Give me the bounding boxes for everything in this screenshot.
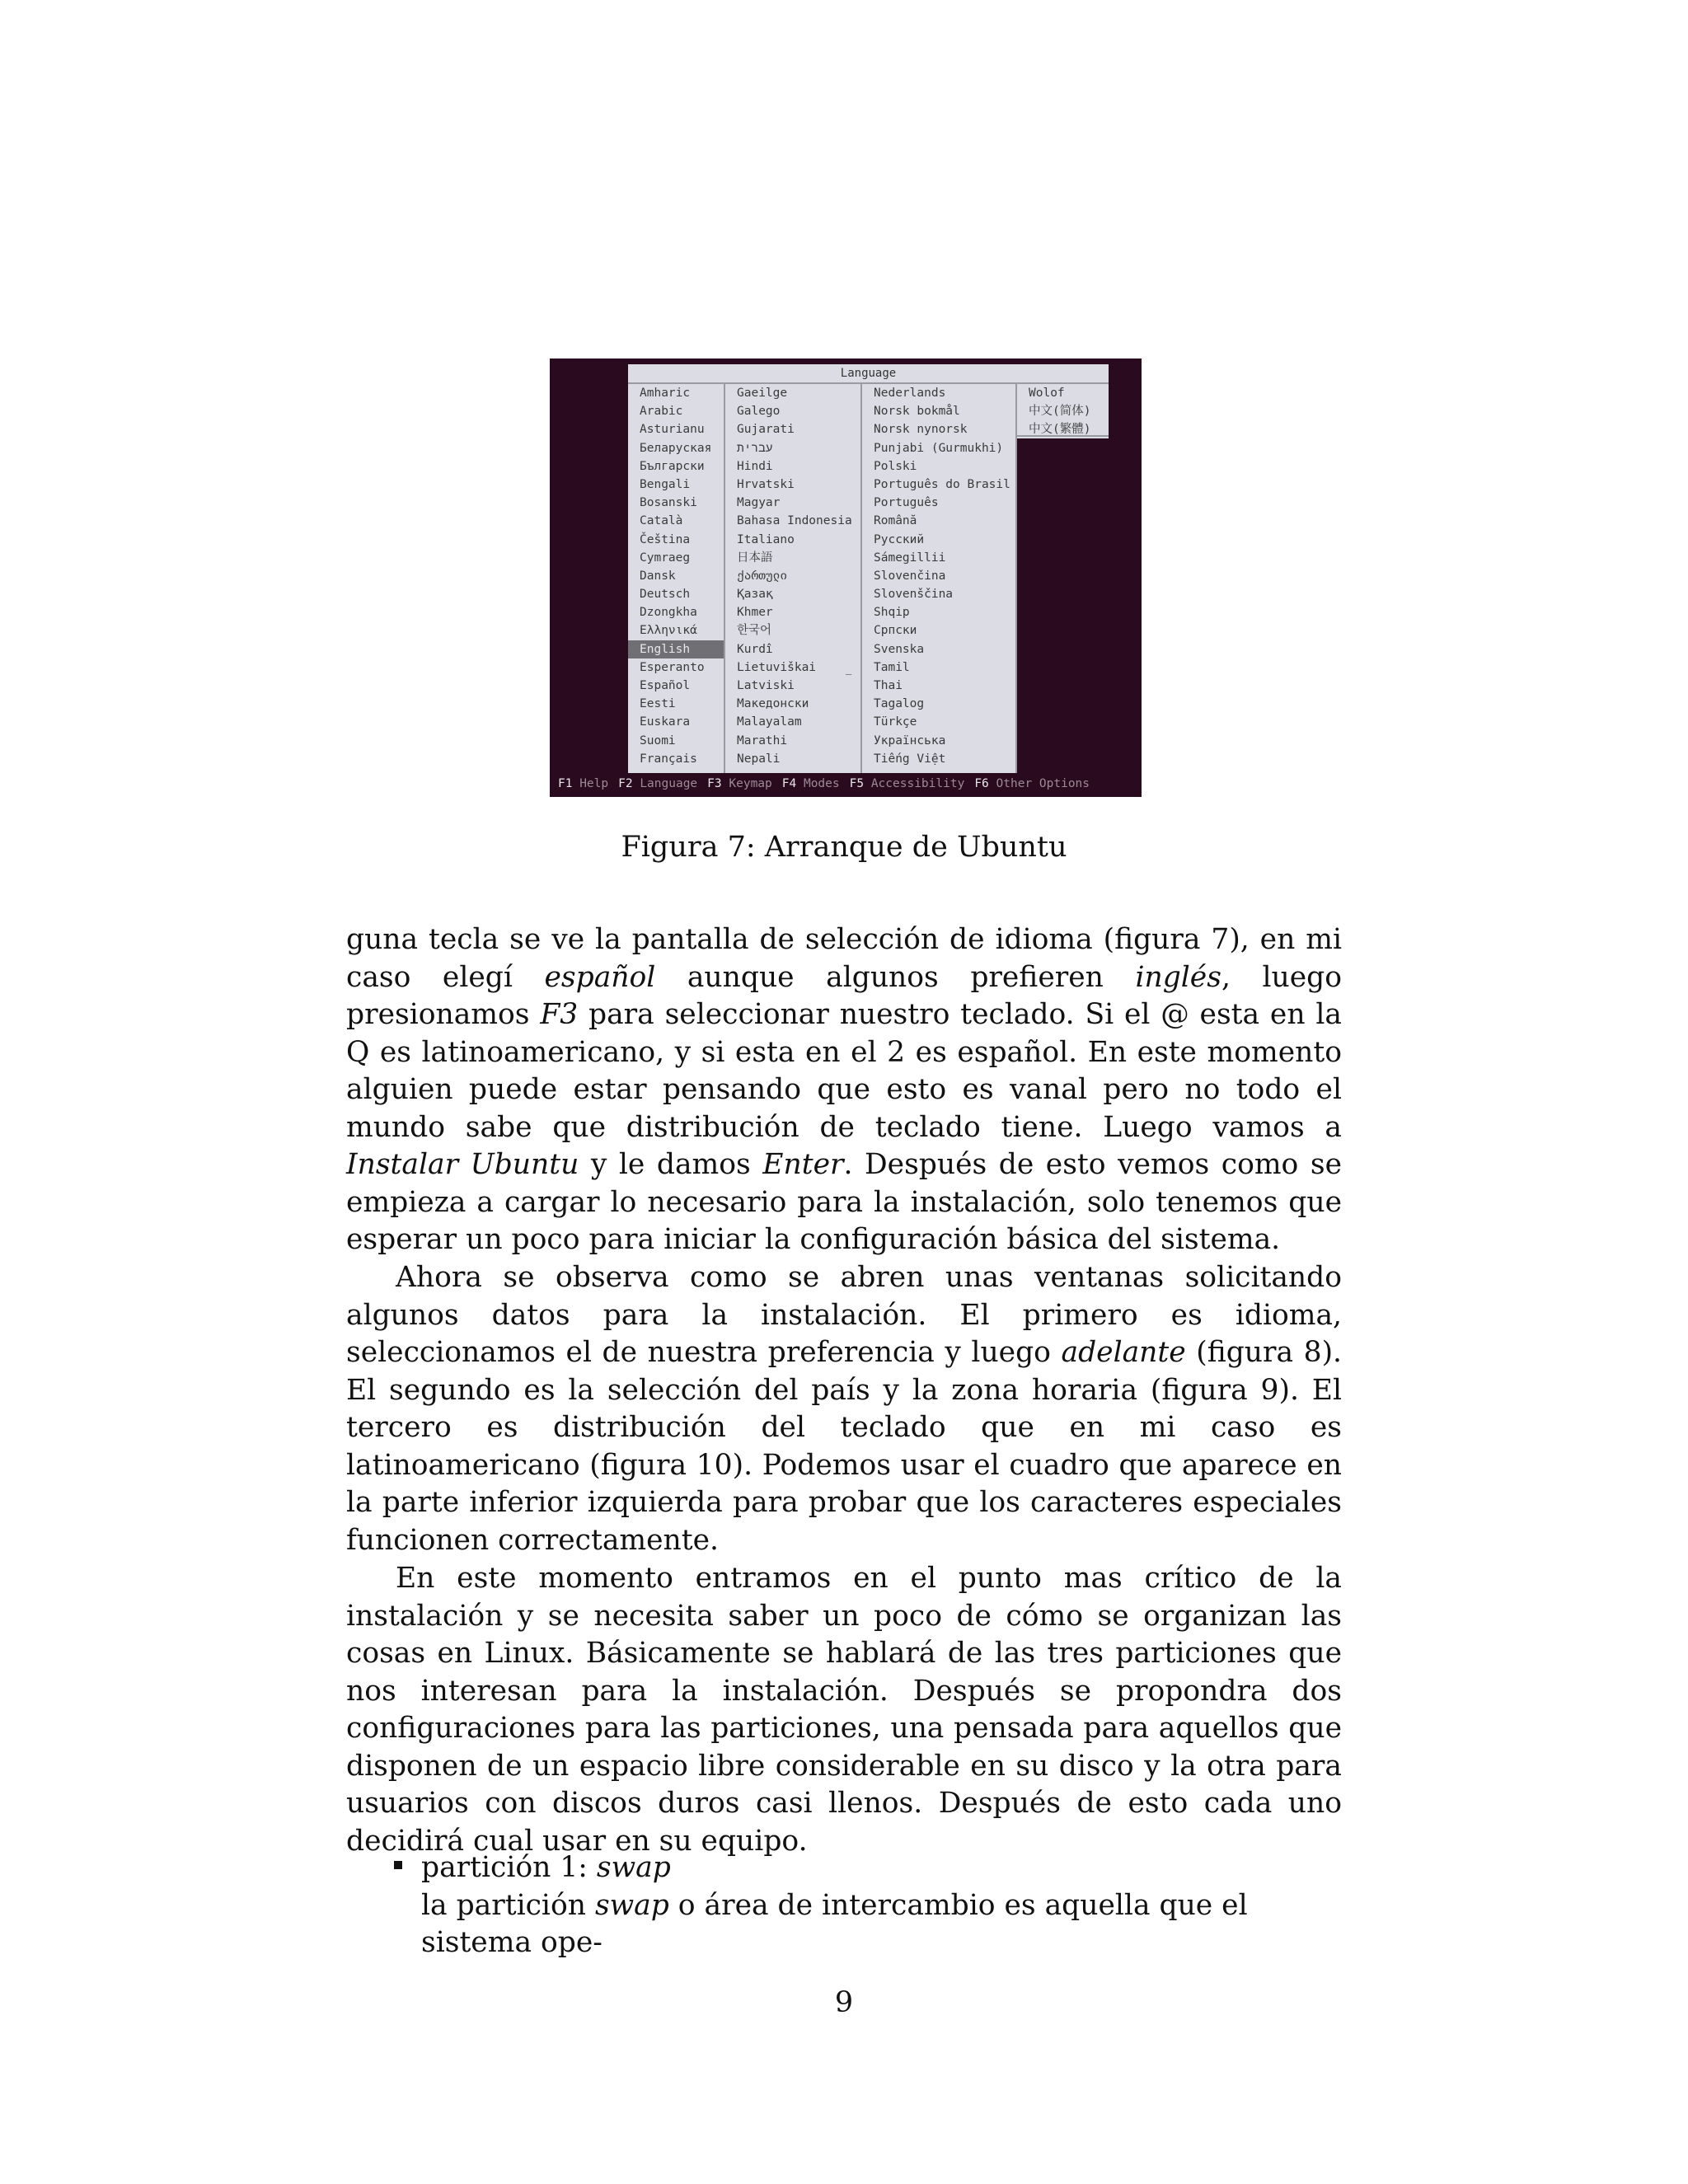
function-key-label: Keymap bbox=[729, 777, 772, 790]
figure-caption: Figura 7: Arranque de Ubuntu bbox=[621, 831, 1067, 864]
language-option[interactable]: Deutsch bbox=[640, 588, 691, 602]
emphasis: F3 bbox=[540, 998, 579, 1031]
bullet-heading bbox=[421, 1849, 1342, 1887]
emphasis: swap bbox=[596, 1851, 671, 1884]
language-option[interactable]: Shqip bbox=[874, 606, 910, 620]
language-option[interactable]: Gaeilge bbox=[737, 387, 788, 400]
bullet-item bbox=[394, 1849, 1342, 1962]
language-option[interactable]: Slovenščina bbox=[874, 588, 954, 602]
language-option[interactable]: Norsk bokmål bbox=[874, 405, 960, 419]
language-column-1 bbox=[628, 384, 725, 773]
text-run: Ahora se observa como se abren unas ventanas solicitando algunos datos para la instalación. El primero es idioma, seleccionamos el de nuestra preferencia y luego bbox=[346, 1261, 1342, 1369]
paragraph-2 bbox=[346, 1259, 1342, 1559]
language-column-2 bbox=[725, 384, 862, 773]
function-key[interactable]: F1 bbox=[558, 777, 573, 790]
language-option[interactable]: English bbox=[628, 640, 724, 658]
text-run: partición 1: bbox=[421, 1851, 597, 1884]
language-dialog bbox=[628, 364, 1109, 773]
language-option[interactable]: Српски bbox=[874, 624, 917, 638]
language-option[interactable]: Ελληνικά bbox=[640, 624, 697, 638]
language-option[interactable]: Lietuviškai bbox=[737, 660, 817, 674]
language-option[interactable]: Português bbox=[874, 496, 939, 510]
language-option[interactable]: Khmer bbox=[737, 606, 773, 620]
language-column-4 bbox=[1017, 384, 1109, 437]
language-option[interactable]: Cymraeg bbox=[640, 551, 691, 565]
language-option[interactable]: Norsk nynorsk bbox=[874, 423, 968, 437]
language-option[interactable]: 日本語 bbox=[737, 551, 773, 565]
language-option[interactable]: 한국어 bbox=[737, 624, 772, 638]
language-option[interactable]: Français bbox=[640, 752, 697, 766]
language-option[interactable]: Русский bbox=[874, 532, 925, 546]
language-option[interactable]: Español bbox=[640, 679, 691, 692]
bullet-square-icon bbox=[394, 1861, 402, 1869]
language-option[interactable]: Bengali bbox=[640, 477, 691, 491]
language-option[interactable]: Português do Brasil bbox=[874, 477, 1010, 491]
language-option[interactable]: Arabic bbox=[640, 405, 683, 419]
language-option[interactable]: Қазақ bbox=[737, 588, 773, 602]
function-key[interactable]: F3 bbox=[707, 777, 722, 790]
language-option[interactable]: Nepali bbox=[737, 752, 781, 766]
language-option[interactable]: Suomi bbox=[640, 733, 676, 748]
language-option[interactable]: Tagalog bbox=[874, 697, 925, 711]
language-option[interactable]: Tiếng Việt bbox=[874, 752, 946, 766]
function-key-label: Accessibility bbox=[870, 777, 965, 790]
dialog-title: Language bbox=[628, 364, 1109, 384]
scroll-indicator: — bbox=[846, 668, 852, 680]
page-number: 9 bbox=[834, 1986, 854, 2019]
language-option[interactable]: Amharic bbox=[640, 387, 691, 400]
emphasis: adelante bbox=[1061, 1336, 1186, 1369]
language-option[interactable]: Dzongkha bbox=[640, 606, 697, 620]
function-key-label: Modes bbox=[803, 777, 840, 790]
language-option[interactable]: Bosanski bbox=[640, 496, 697, 510]
language-option[interactable]: Asturianu bbox=[640, 423, 705, 437]
emphasis: Enter bbox=[762, 1148, 844, 1181]
function-key-label: Other Options bbox=[996, 777, 1090, 790]
function-key[interactable]: F5 bbox=[849, 777, 865, 790]
language-option[interactable]: Български bbox=[640, 459, 705, 473]
language-option[interactable]: Українська bbox=[874, 733, 946, 748]
language-option[interactable]: עברית bbox=[737, 441, 773, 455]
language-option[interactable]: Tamil bbox=[874, 660, 910, 674]
function-key-label: Help bbox=[579, 777, 609, 790]
language-option[interactable]: Wolof bbox=[1029, 387, 1065, 400]
language-option[interactable]: Svenska bbox=[874, 642, 925, 656]
text-run: (figura 8). El segundo es la selección del país y la zona horaria (figura 9). El tercero es distribución del teclado que en mi caso es latinoamericano (figura 10). Podemos usar el cuadro que aparece en la parte inferior izquierda para probar que los caracteres especiales funcionen correctamente. bbox=[346, 1336, 1342, 1557]
language-option[interactable]: Thai bbox=[874, 679, 903, 692]
emphasis: swap bbox=[594, 1888, 669, 1922]
bullet-body bbox=[421, 1887, 1342, 1962]
language-option[interactable]: Euskara bbox=[640, 715, 691, 729]
language-option[interactable]: Català bbox=[640, 514, 683, 528]
language-option[interactable]: Беларуская bbox=[640, 441, 712, 455]
language-option[interactable]: Македонски bbox=[737, 697, 809, 711]
language-option[interactable]: Hrvatski bbox=[737, 477, 795, 491]
function-key-bar bbox=[558, 774, 1100, 794]
text-run: y le damos bbox=[579, 1148, 763, 1181]
paragraph-3 bbox=[346, 1560, 1342, 1860]
text-run: o área de intercambio es aquella que el sistema ope- bbox=[421, 1888, 1248, 1959]
language-option[interactable]: Italiano bbox=[737, 532, 795, 546]
language-option[interactable]: Marathi bbox=[737, 733, 788, 748]
language-option[interactable]: Galego bbox=[737, 405, 781, 419]
language-option[interactable]: 中文(繁體) bbox=[1029, 423, 1091, 437]
language-option[interactable]: Malayalam bbox=[737, 715, 802, 729]
paragraph-1 bbox=[346, 921, 1342, 1259]
text-run: En este momento entramos en el punto mas crítico de la instalación y se necesita saber un poco de cómo se organizan las cosas en Linux. Básicamente se hablará de las tres particiones que nos interesan para la instalación. Después se propondra dos configuraciones para las particiones, una pensada para aquellos que disponen de un espacio libre considerable en su disco y la otra para usuarios con discos duros casi llenos. Después de esto cada uno decidirá cual usar en su equipo. bbox=[346, 1562, 1342, 1858]
emphasis: Instalar Ubuntu bbox=[346, 1148, 579, 1181]
language-option[interactable]: Čeština bbox=[640, 532, 691, 546]
function-key[interactable]: F6 bbox=[974, 777, 989, 790]
text-run: para seleccionar nuestro teclado. Si el @ esta en la Q es latinoamericano, y si esta en el 2 es español. En este momento alguien puede estar pensando que esto es vanal pero no todo el mundo sabe que distribución de teclado tiene. Luego vamos a bbox=[346, 998, 1342, 1144]
language-option[interactable]: Magyar bbox=[737, 496, 781, 510]
emphasis: inglés bbox=[1135, 960, 1221, 994]
text-run: aunque algunos prefieren bbox=[655, 960, 1136, 994]
function-key[interactable]: F4 bbox=[781, 777, 797, 790]
language-option[interactable]: Eesti bbox=[640, 697, 676, 711]
language-option[interactable]: Polski bbox=[874, 459, 917, 473]
language-option[interactable]: Sámegillii bbox=[874, 551, 946, 565]
text-run: la partición bbox=[421, 1888, 595, 1922]
text-run: guna tecla se ve la pantalla de selección de idioma (figura 7), en mi caso elegí bbox=[346, 923, 1342, 994]
language-option[interactable]: Bahasa Indonesia bbox=[737, 514, 852, 528]
language-option[interactable]: Punjabi (Gurmukhi) bbox=[874, 441, 1004, 455]
language-column-3 bbox=[862, 384, 1017, 773]
text-run: . Después de esto vemos como se empieza a cargar lo necesario para la instalación, solo tenemos que esperar un poco para iniciar la configuración básica del sistema. bbox=[346, 1148, 1342, 1256]
language-option[interactable]: Hindi bbox=[737, 459, 773, 473]
language-option[interactable]: Türkçe bbox=[874, 715, 917, 729]
function-key[interactable]: F2 bbox=[618, 777, 633, 790]
emphasis: español bbox=[544, 960, 656, 994]
text-run: , luego presionamos bbox=[346, 960, 1342, 1031]
language-option[interactable]: Esperanto bbox=[640, 660, 705, 674]
language-option[interactable]: Nederlands bbox=[874, 387, 946, 400]
language-option[interactable]: ქართული bbox=[737, 569, 788, 583]
language-option[interactable]: Dansk bbox=[640, 569, 676, 583]
function-key-label: Language bbox=[640, 777, 698, 790]
ubuntu-boot-screenshot bbox=[550, 359, 1142, 797]
language-option[interactable]: Română bbox=[874, 514, 917, 528]
language-option[interactable]: Slovenčina bbox=[874, 569, 946, 583]
language-option[interactable]: Kurdî bbox=[737, 642, 773, 656]
language-option[interactable]: 中文(简体) bbox=[1029, 405, 1091, 419]
language-option[interactable]: Latviski bbox=[737, 679, 795, 692]
empty-column-area bbox=[1017, 438, 1109, 773]
language-option[interactable]: Gujarati bbox=[737, 423, 795, 437]
